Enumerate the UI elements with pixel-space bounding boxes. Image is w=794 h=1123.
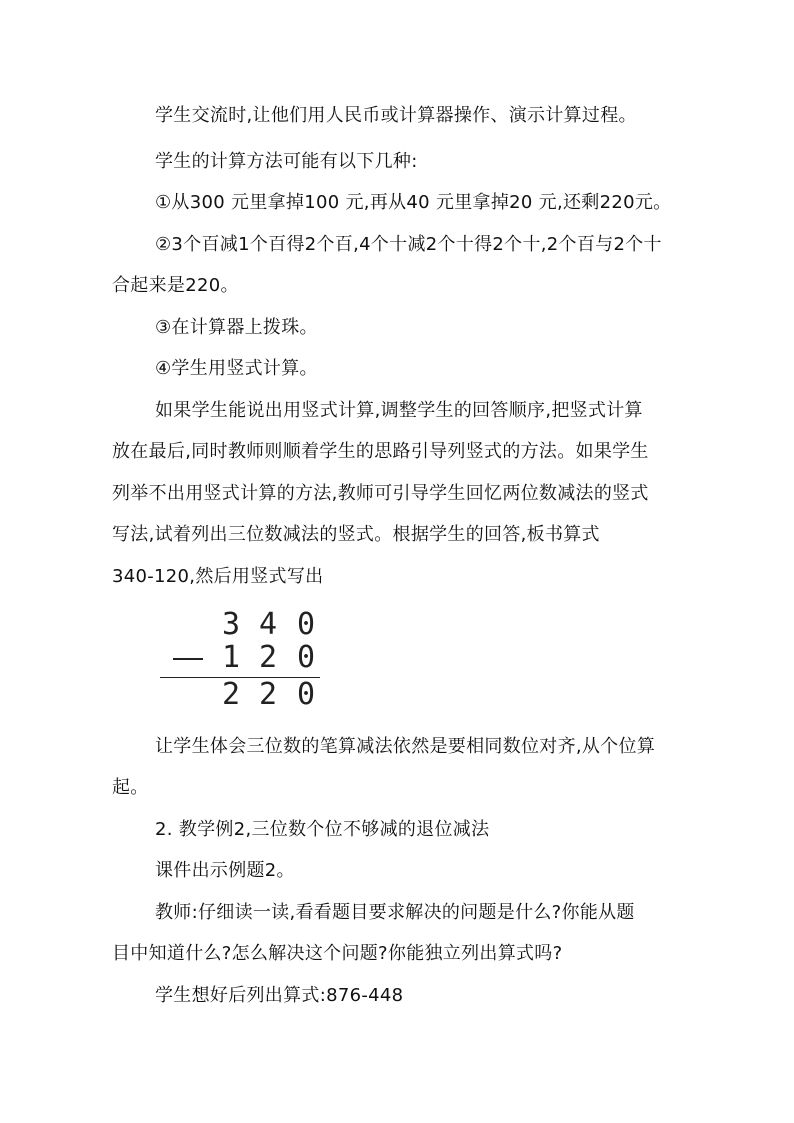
paragraph-line: 2. 教学例2,三位数个位不够减的退位减法 — [155, 819, 490, 840]
paragraph-line: 学生想好后列出算式:876-448 — [155, 985, 404, 1006]
paragraph-line: 如果学生能说出用竖式计算,调整学生的回答顺序,把竖式计算 — [155, 400, 643, 421]
paragraph-line: ④学生用竖式计算。 — [155, 358, 318, 379]
subtrahend-digit: 0 — [297, 640, 316, 675]
paragraph-line: 340-120,然后用竖式写出 — [112, 566, 324, 587]
paragraph-line: 起。 — [112, 777, 149, 798]
paragraph-line: ②3个百减1个百得2个百,4个十减2个十得2个十,2个百与2个十 — [155, 234, 662, 255]
paragraph-line: ③在计算器上拨珠。 — [155, 317, 318, 338]
paragraph-line: 课件出示例题2。 — [155, 860, 295, 881]
paragraph-line: 合起来是220。 — [112, 275, 239, 296]
minuend-digit: 0 — [297, 607, 316, 642]
paragraph-line: 教师:仔细读一读,看看题目要求解决的问题是什么?你能从题 — [155, 902, 635, 923]
subtrahend-digit: 1 — [222, 640, 241, 675]
result-digit: 2 — [222, 677, 241, 712]
paragraph-line: 列举不出用竖式计算的方法,教师可引导学生回忆两位数减法的竖式 — [112, 483, 649, 504]
result-digit: 2 — [259, 677, 278, 712]
paragraph-line: 学生交流时,让他们用人民币或计算器操作、演示计算过程。 — [155, 105, 637, 126]
paragraph-line: 让学生体会三位数的笔算减法依然是要相同数位对齐,从个位算 — [155, 736, 656, 757]
paragraph-line: 放在最后,同时教师则顺着学生的思路引导列竖式的方法。如果学生 — [112, 441, 649, 462]
minuend-digit: 4 — [259, 607, 278, 642]
paragraph-line: 目中知道什么?怎么解决这个问题?你能独立列出算式吗? — [112, 943, 563, 964]
paragraph-line: ①从300 元里拿掉100 元,再从40 元里拿掉20 元,还剩220元。 — [155, 192, 672, 213]
minus-sign — [173, 658, 203, 660]
result-digit: 0 — [297, 677, 316, 712]
minuend-digit: 3 — [222, 607, 241, 642]
paragraph-line: 学生的计算方法可能有以下几种: — [155, 151, 418, 172]
paragraph-line: 写法,试着列出三位数减法的竖式。根据学生的回答,板书算式 — [112, 524, 600, 545]
subtrahend-digit: 2 — [259, 640, 278, 675]
